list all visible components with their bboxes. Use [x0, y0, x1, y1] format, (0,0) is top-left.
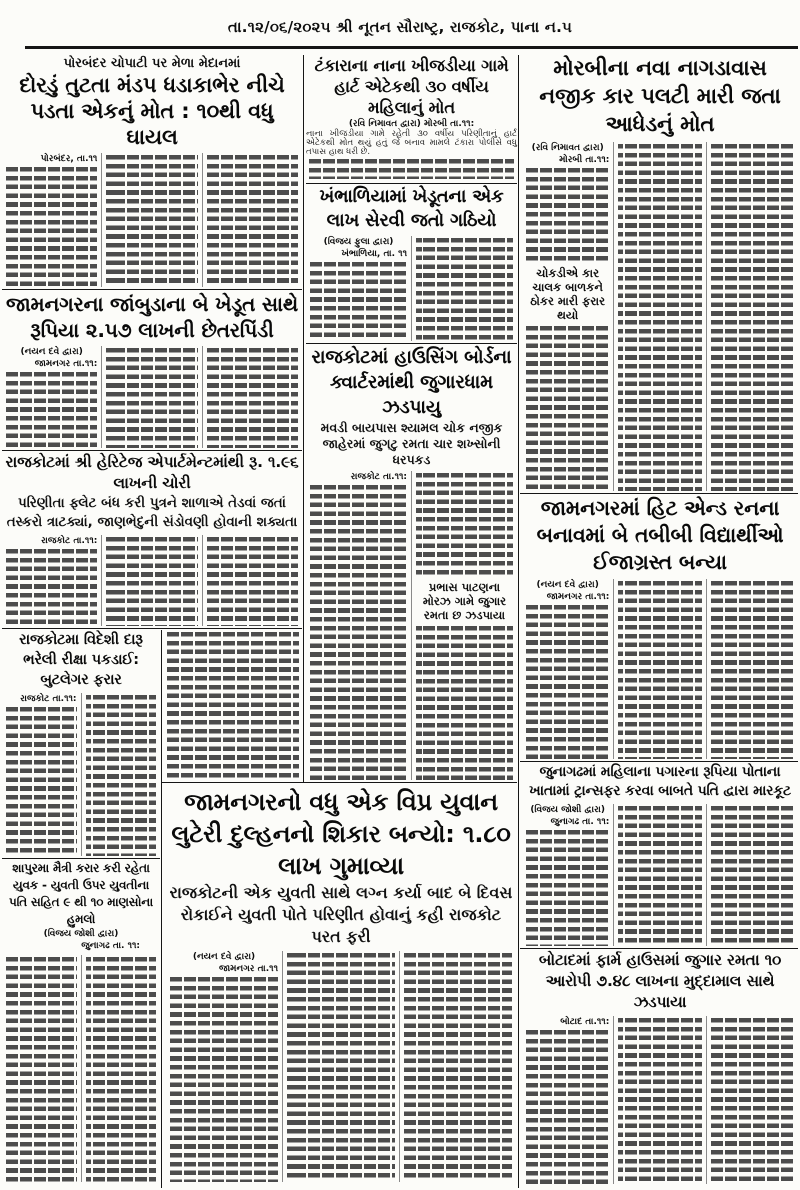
- body-column: [101, 346, 201, 448]
- body-column: [706, 1016, 798, 1184]
- body-columns: [522, 142, 798, 491]
- body-column: [522, 804, 613, 946]
- article-tankara-heart-attack: [306, 55, 517, 181]
- dateline: રાજકોટ તા.૧૧:: [20, 694, 77, 704]
- section-rule: [2, 450, 302, 451]
- body-column: [2, 955, 81, 1182]
- body-column: [2, 153, 101, 287]
- greeked-body-text: [416, 238, 513, 341]
- article-hit-and-run: [522, 495, 798, 759]
- greeked-body-text: [526, 326, 609, 491]
- subhead: મવડી બાયપાસ શ્યામલ ચોક નજીક જાહેરમાં જુગટુ રમતા ચાર શખ્સોની ધરપકડ: [320, 420, 503, 467]
- kicker: પોરબંદર ચોપાટી પર મેળા મેદાનમાં: [63, 56, 241, 71]
- body-columns: [522, 579, 798, 759]
- body-column: [306, 471, 411, 780]
- greeked-body-text: [618, 1018, 701, 1184]
- byline: (નયન દવે દ્વારા): [536, 580, 599, 590]
- greeked-body-text: [6, 707, 77, 856]
- headline: દોરડું તુટતા મંડપ ધડાકાભેર નીચે પડતા એકનું મોત : ૧૦થી વધુ ઘાયલ: [19, 73, 285, 149]
- article-morbi-car-death: [522, 55, 798, 491]
- greeked-body-text: [86, 695, 157, 856]
- article-khambhaliya-cheat: [306, 185, 517, 341]
- dateline: જુનાગઢ તા. ૧૧:: [550, 817, 610, 827]
- column-rule-left-split: [161, 630, 162, 1188]
- headline: મોરબીના નવા નાગડાવાસ નજીક કાર પલટી મારી જતા આધેડનું મોત: [539, 56, 781, 137]
- lead-text: નાના ખીજડીયા ગામે રહેતી ૩૦ વર્ષીય પરિણીતાનું હાર્ટ એટેકથી મોત થયું હતું જે બનાવ મામલે ટંકારા પોલીસે વધુ તપાસ હાથ ધરી છે.: [306, 129, 517, 157]
- greeked-body-text: [526, 168, 609, 264]
- headline: રાજકોટમા વિદેશી દારૂ ભરેલી રીક્ષા પકડાઈ: બુટલેગર ફરાર: [19, 632, 143, 688]
- dateline: મોરબી તા.૧૧:: [559, 155, 610, 165]
- body-column: [2, 693, 81, 856]
- body-columns: [2, 955, 160, 1182]
- greeked-body-text: [711, 806, 794, 946]
- body-columns: [306, 471, 517, 780]
- article-botad-gambling: [522, 950, 798, 1184]
- crosshead: પ્રભાસ પાટણના મોરઝ ગામે જુગાર રમતા છ ઝડપાયા: [422, 580, 507, 622]
- section-rule: [520, 493, 798, 494]
- greeked-body-text: [526, 605, 609, 759]
- greeked-body-text: [106, 348, 197, 448]
- subhead: રાજકોટની એક યુવતી સાથે લગ્ન કર્યા બાદ બે દિવસ રોકાઈને યુવતી પોતે પરિણીત હોવાનું કહી રાજકોટ પરત ફરી: [169, 883, 513, 946]
- subhead: પરિણીતા ફ્લેટ બંધ કરી પુત્રને શાળાએ તેડવાં જતાં તસ્કરો ત્રાટક્યાં, જાણભેદુની સંડોવણી હોવાની શક્યતા: [6, 495, 298, 530]
- section-rule: [2, 628, 302, 629]
- greeked-body-text: [170, 977, 278, 1182]
- body-column: [81, 955, 161, 1182]
- dateline: જામનગર તા.૧૧: [219, 964, 278, 974]
- dateline: રાજકોટ તા.૧૧:: [350, 472, 407, 482]
- article-housing-board-gambling: [306, 345, 517, 780]
- body-columns: [522, 1016, 798, 1184]
- headline: બોટાદમાં ફાર્મ હાઉસમાં જુગાર રમતા ૧૦ આરોપી ૭.૪૮ લાખના મુદ્દામાલ સાથે ઝડપાયા: [538, 951, 782, 1011]
- body-columns: [306, 236, 517, 341]
- body-column: [202, 153, 302, 287]
- body-column: [202, 346, 302, 448]
- section-rule: [162, 782, 517, 783]
- greeked-body-text: [6, 372, 97, 448]
- dateline: ખંભાળિયા, તા. ૧૧: [341, 249, 407, 259]
- body-columns: [2, 535, 302, 626]
- greeked-body-text: [6, 167, 97, 287]
- dateline: જુનાગઢ તા. ૧૧:: [81, 941, 140, 951]
- section-rule: [520, 948, 798, 949]
- greeked-body-text: [6, 549, 97, 626]
- greeked-body-text: [310, 485, 407, 780]
- greeked-body-text: [309, 159, 514, 179]
- byline: (વિજય જોશી દ્વારા): [43, 929, 119, 939]
- body-column: [706, 579, 798, 759]
- greeked-body-text: [207, 155, 298, 287]
- greeked-body-text: [86, 957, 157, 1182]
- body-column: [2, 535, 101, 626]
- body-column: [613, 579, 705, 759]
- body-column: [706, 142, 798, 491]
- section-rule: [306, 343, 517, 344]
- section-rule: [520, 761, 798, 762]
- greeked-body-text: [106, 155, 197, 287]
- body-column: [202, 535, 302, 626]
- headline: જામનગરનો વધુ એક વિપ્ર યુવાન લુટેરી દુલ્હનનો શિકાર બન્યો: ૧.૮૦ લાખ ગુમાવ્યા: [171, 788, 511, 880]
- dateline: પોરબંદર, તા.૧૧: [40, 154, 98, 164]
- body-column: [411, 471, 517, 780]
- headline: રાજકોટમાં હાઉસિંગ બોર્ડના ક્વાર્ટરમાંથી જુગારધામ ઝડપાયુ: [311, 347, 512, 418]
- headline: રાજકોટમાં શ્રી હેરિટેજ એપાર્ટમેન્ટમાંથી રૂ. ૧.૯૬ લાખની ચોરી: [5, 453, 299, 492]
- column-rule-left-middle: [303, 55, 304, 783]
- body-column: [101, 535, 201, 626]
- dateline: જામનગર તા.૧૧:: [546, 592, 610, 602]
- greeked-body-text: [287, 953, 395, 1182]
- headline: ટંકારાના નાના ખીજડીયા ગામે હાર્ટ એટેકથી ૩૦ વર્ષીય મહિલાનું મોત: [314, 56, 509, 117]
- greeked-body-text: [416, 626, 513, 780]
- crosshead: ચોકડીએ કાર ચાલક બાળકને ઠોકર મારી ફરાર થયો: [530, 266, 606, 322]
- body-column: [399, 951, 516, 1182]
- greeked-body-text: [618, 144, 701, 491]
- body-column: [2, 346, 101, 448]
- body-column: [522, 579, 613, 759]
- headline: જામનગરના જાંબુડાના બે ખેડૂત સાથે રૂપિયા ૨.૫૭ લાખની છેતરપિંડી: [6, 292, 298, 342]
- article-porbandar-mandap: [2, 55, 302, 287]
- headline: જુનાગઢમાં મહિલાના પગારના રૂપિયા પોતાના ખાતામાં ટ્રાન્સફર કરવા બાબતે પતિ દ્વારા મારકૂટ: [529, 764, 791, 799]
- body-columns: [166, 951, 516, 1182]
- body-column: [282, 951, 399, 1182]
- greeked-body-text: [6, 957, 77, 1182]
- body-column: [522, 142, 613, 491]
- article-junagadh-salary: [522, 763, 798, 946]
- masthead-rule: [25, 46, 798, 49]
- greeked-body-text: [310, 262, 407, 341]
- byline: (વિજય જોશી દ્વારા): [530, 805, 605, 815]
- greeked-body-text: [711, 1018, 794, 1184]
- greeked-body-text: [207, 537, 298, 626]
- body-columns: [522, 804, 798, 946]
- article-heritage-theft: [2, 452, 302, 626]
- body-columns: [2, 153, 302, 287]
- greeked-body-text: [618, 806, 701, 946]
- article-liquor-rickshaw: [2, 630, 160, 856]
- greeked-body-text: [106, 537, 197, 626]
- section-rule: [306, 183, 517, 184]
- section-rule: [2, 289, 302, 290]
- greeked-body-text: [416, 473, 513, 578]
- headline: જામનગરમાં હિટ એન્ડ રનના બનાવમાં બે તબીબી વિદ્યાર્થીઓ ઈજાગ્રસ્ત બન્યા: [536, 496, 784, 574]
- column-rule-middle-right: [518, 55, 519, 1188]
- body-column: [706, 804, 798, 946]
- continuation-column: [164, 630, 302, 780]
- body-columns: [2, 346, 302, 448]
- dateline: જામનગર તા.૧૧:: [34, 359, 98, 369]
- body-column: [306, 236, 411, 341]
- dateline: બોટાદ તા.૧૧:: [560, 1017, 610, 1027]
- body-column: [613, 142, 705, 491]
- body-column: [411, 236, 517, 341]
- body-column: [522, 1016, 613, 1184]
- byline: (નયન દવે દ્વારા): [192, 952, 256, 962]
- greeked-body-text: [526, 1030, 609, 1184]
- headline: શાપુરમા મૈત્રી કરાર કરી રહેતા યુવક - યુવતી ઉપર યુવતીના પતિ સહિત ૯ થી ૧૦ માણસોના હુમલો: [9, 861, 153, 926]
- article-jambuda-fraud: [2, 291, 302, 448]
- article-lootery-dulhan: [166, 786, 516, 1182]
- body-column: [613, 804, 705, 946]
- headline: ખંભાળિયામાં ખેડૂતના એક લાખ સેરવી જતો ગઠિયો: [319, 186, 504, 231]
- greeked-body-text: [404, 953, 512, 1182]
- greeked-body-text: [618, 581, 701, 759]
- body-column: [101, 153, 201, 287]
- body-column: [613, 1016, 705, 1184]
- byline: (નયન દવે દ્વારા): [20, 347, 83, 357]
- body-column: [81, 693, 161, 856]
- greeked-body-text: [167, 632, 299, 778]
- body-columns: [2, 693, 160, 856]
- byline: (વિજય ફુલા દ્વારા): [323, 237, 394, 247]
- byline: (રવિ નિમાવત દ્વારા) મોરબી તા.૧૧:: [348, 119, 475, 129]
- dateline: રાજકોટ તા.૧૧:: [40, 536, 98, 546]
- greeked-body-text: [526, 830, 609, 946]
- greeked-body-text: [711, 581, 794, 759]
- body-column: [166, 951, 282, 1182]
- greeked-body-text: [207, 348, 298, 448]
- byline: (રવિ નિમાવત દ્વારા): [531, 143, 604, 153]
- greeked-body-text: [711, 144, 794, 491]
- article-shapur-attack: [2, 860, 160, 1182]
- section-rule: [2, 858, 160, 859]
- masthead-dateline: તા.૧૨/૦૬/૨૦૨૫ શ્રી નૂતન સૌરાષ્ટ્ર, રાજકોટ, પાના ન.૫: [227, 18, 573, 36]
